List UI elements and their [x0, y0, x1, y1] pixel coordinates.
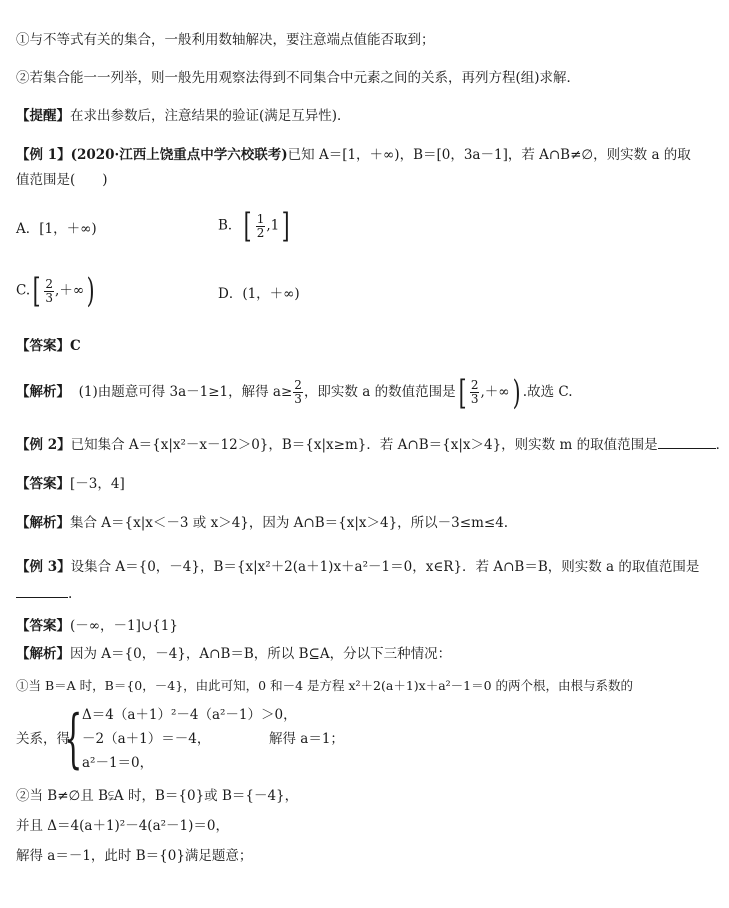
tip-line [16, 106, 630, 126]
relation-text: 关系，得 [16, 731, 70, 747]
example-1-stem-text: 已知 A＝[1，＋∞)，B＝[0，3a－1]，若 A∩B≠∅，则实数 a 的取 [287, 147, 691, 163]
answer-value: C [70, 338, 81, 354]
example-3-analysis: 【解析】因为 A＝{0，－4}，A∩B＝B，所以 B⊆A，分以下三种情况： [16, 646, 452, 662]
solution-1: 解得 a＝1； [269, 731, 344, 747]
tip-text: 在求出参数后，注意结果的验证(满足互异性)． [70, 108, 351, 124]
equation-1: Δ＝4（a＋1）²－4（a²－1）＞0， [82, 707, 297, 723]
option-c: C.[ $\frac{2}{3}$ ,＋∞) [16, 271, 95, 311]
analysis-label: 【解析】 [16, 384, 70, 400]
example-1-stem-cont: 值范围是( ) [16, 172, 108, 188]
tip-label: 【提醒】 [16, 108, 70, 124]
option-c-prefix: C. [16, 282, 31, 299]
note-line-2: ②若集合能一一列举，则一般先用观察法得到不同集合中元素之间的关系，再列方程(组)求解． [16, 70, 581, 86]
option-b-prefix: B． [218, 217, 242, 234]
option-b: B．[ $\frac{1}{2}$ ,1] [218, 206, 290, 246]
example-3-case-2-result: 解得 a＝－1，此时 B＝{0}满足题意； [16, 848, 253, 864]
example-1-answer [16, 336, 630, 356]
example-1-analysis: 【解析】 (1)由题意可得 3a－1≥1，解得 a≥ $\frac{2}{3}$ ，即实数 a 的数值范围是[ $\frac{2}{3}$ ,＋∞) .故选 C. [16, 372, 573, 413]
example-2-analysis: 【解析】集合 A＝{x|x＜－3 或 x＞4}，因为 A∩B＝{x|x＞4}，所以－3≤m≤4. [16, 515, 509, 531]
option-b-fraction: $\frac{1}{2}$ [256, 211, 265, 240]
example-3-stem: 【例 3】设集合 A＝{0，－4}，B＝{x|x²＋2(a＋1)x＋a²－1＝0，x∈R}．若 A∩B＝B，则实数 a 的取值范围是 [16, 559, 700, 575]
example-2-label: 【例 2】 [16, 437, 71, 453]
example-3-label: 【例 3】 [16, 559, 71, 575]
example-1-source: (2020·江西上饶重点中学六校联考) [70, 147, 288, 163]
equation-system [16, 702, 416, 776]
answer-blank [16, 585, 68, 598]
note-line-1: ①与不等式有关的集合，一般利用数轴解决，要注意端点值能否取到； [16, 32, 435, 48]
example-2-stem: 【例 2】已知集合 A＝{x|x²－x－12＞0}，B＝{x|x≥m}．若 A∩B＝{x|x＞4}，则实数 m 的取值范围是 ． [16, 437, 729, 453]
example-3-case-2-condition: 并且 Δ＝4(a＋1)²－4(a²－1)＝0， [16, 818, 229, 834]
option-a: A．[1，＋∞) [16, 221, 97, 237]
equation-3: a²－1＝0， [82, 755, 154, 771]
example-3-case-1: ①当 B＝A 时，B＝{0，－4}，由此可知，0 和－4 是方程 x²＋2(a＋1)x＋a²－1＝0 的两个根，由根与系数的 [16, 678, 634, 693]
brace-icon: { [64, 702, 83, 776]
example-3-blank-line: . [16, 584, 630, 604]
answer-blank [658, 436, 716, 449]
example-1-label: 【例 1】 [16, 147, 71, 163]
example-3-case-2: ②当 B≠∅且 B⫋A 时，B＝{0}或 B＝{－4}， [16, 788, 299, 804]
example-3-answer: 【答案】(－∞，－1]∪{1} [16, 618, 178, 634]
equation-2: －2（a＋1）＝－4， [82, 731, 211, 747]
example-2-answer: 【答案】[－3，4] [16, 476, 125, 492]
option-c-fraction: $\frac{2}{3}$ [45, 276, 54, 305]
answer-label: 【答案】 [16, 338, 70, 354]
option-d: D．(1，＋∞) [218, 286, 300, 302]
example-1-stem [16, 145, 691, 165]
